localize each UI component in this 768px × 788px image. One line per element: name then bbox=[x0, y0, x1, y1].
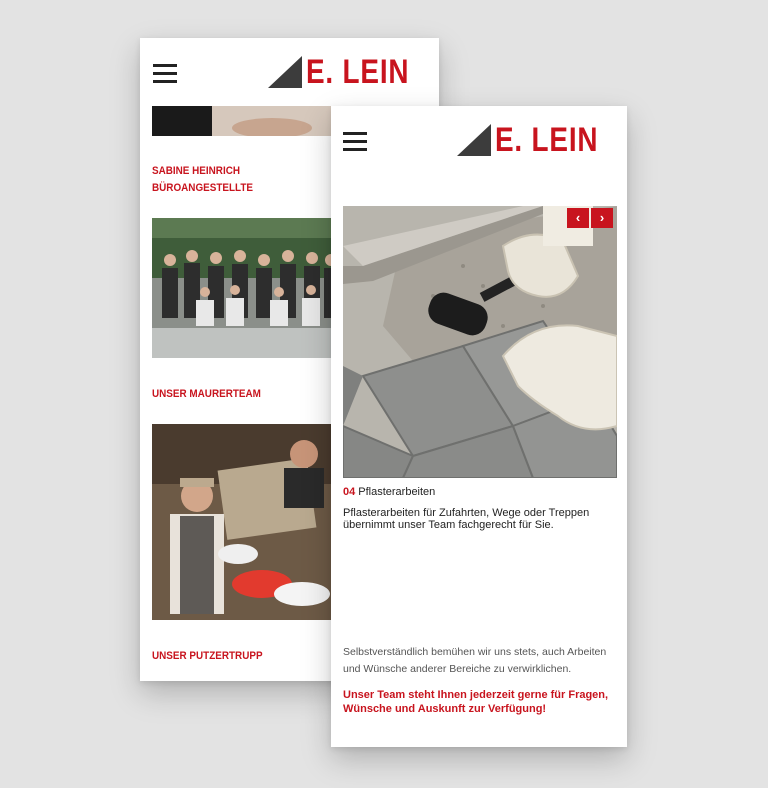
service-slider[interactable] bbox=[343, 206, 617, 478]
logo-triangle-icon bbox=[457, 124, 491, 156]
service-title: Pflasterarbeiten bbox=[358, 486, 436, 498]
staff-role-label: BÜROANGESTELLTE bbox=[152, 182, 254, 194]
logo-triangle-icon bbox=[268, 56, 302, 88]
maurerteam-label: UNSER MAURERTEAM bbox=[152, 388, 261, 400]
logo-text: E. LEIN bbox=[495, 121, 599, 159]
paving-photo bbox=[343, 206, 617, 478]
slider-next-button[interactable] bbox=[591, 208, 613, 228]
info-note: Selbstverständlich bemühen wir uns stets, auch Arbeiten und Wünsche anderer Bereiche zu verwirklichen. bbox=[343, 646, 607, 675]
service-number: 04 bbox=[343, 486, 356, 498]
logo-text: E. LEIN bbox=[306, 53, 410, 91]
chevron-right-icon: › bbox=[599, 210, 605, 225]
service-caption bbox=[343, 486, 435, 498]
hamburger-icon[interactable] bbox=[343, 131, 367, 151]
phone-mockup-front bbox=[331, 106, 627, 747]
logo[interactable] bbox=[457, 122, 621, 158]
service-description: Pflasterarbeiten für Zufahrten, Wege oder Treppen übernimmt unser Team fachgerecht für Sie. bbox=[343, 507, 590, 531]
hamburger-icon[interactable] bbox=[153, 63, 177, 83]
slider-prev-button[interactable] bbox=[567, 208, 589, 228]
chevron-left-icon: ‹ bbox=[575, 210, 581, 225]
contact-cta: Unser Team steht Ihnen jederzeit gerne für Fragen, Wünsche und Auskunft zur Verfügung! bbox=[343, 689, 609, 715]
putzertrupp-label: UNSER PUTZERTRUPP bbox=[152, 650, 263, 662]
staff-name-label: SABINE HEINRICH bbox=[152, 165, 241, 177]
site-header bbox=[140, 38, 439, 106]
logo[interactable] bbox=[268, 54, 432, 90]
site-header bbox=[331, 106, 627, 174]
